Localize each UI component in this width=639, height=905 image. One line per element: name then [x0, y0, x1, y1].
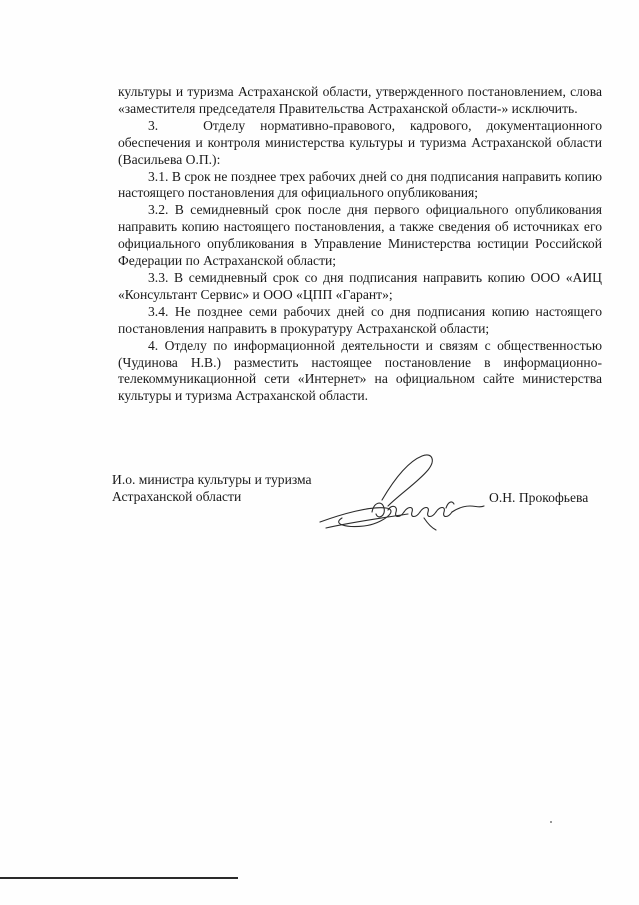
signatory-name: О.Н. Прокофьева	[489, 490, 589, 505]
scan-edge-line	[0, 877, 238, 879]
paragraph-item-3: 3. Отделу нормативно-правового, кадрового, документационного обеспечения и контроля министерства культуры и туризма Астраханской области (Васильева О.П.):	[118, 117, 602, 167]
signatory-position-line-1: И.о. министра культуры и туризма	[112, 472, 312, 487]
document-body	[118, 84, 602, 405]
paragraph-item-3-3: 3.3. В семидневный срок со дня подписания направить копию ООО «АИЦ «Консультант Сервис» и ООО «ЦПП «Гарант»;	[118, 269, 602, 302]
handwritten-signature	[312, 448, 487, 538]
paragraph-item-3-2: 3.2. В семидневный срок после дня первого официального опубликования направить копию настоящего постановления, а также сведения об источниках его официального опубликования в Управление Министерства юстиции Российской Федерации по Астраханской области;	[118, 202, 602, 269]
paragraph-item-3-4: 3.4. Не позднее семи рабочих дней со дня подписания копию настоящего постановления направить в прокуратуру Астраханской области;	[118, 303, 602, 336]
scan-speck	[550, 821, 552, 823]
paragraph-continuation: культуры и туризма Астраханской области, утвержденного постановлением, слова «заместителя председателя Правительства Астраханской области-» исключить.	[118, 84, 602, 116]
signatory-position	[112, 471, 312, 505]
signatory-position-line-2: Астраханской области	[112, 489, 242, 504]
paragraph-item-3-1: 3.1. В срок не позднее трех рабочих дней со дня подписания направить копию настоящего постановления для официального опубликования;	[118, 168, 602, 201]
paragraph-item-4: 4. Отделу по информационной деятельности и связям с общественностью (Чудинова Н.В.) разместить настоящее постановление в информационно-телекоммуникационной сети «Интернет» на официальном сайте министерства культуры и туризма Астраханской области.	[118, 337, 602, 404]
